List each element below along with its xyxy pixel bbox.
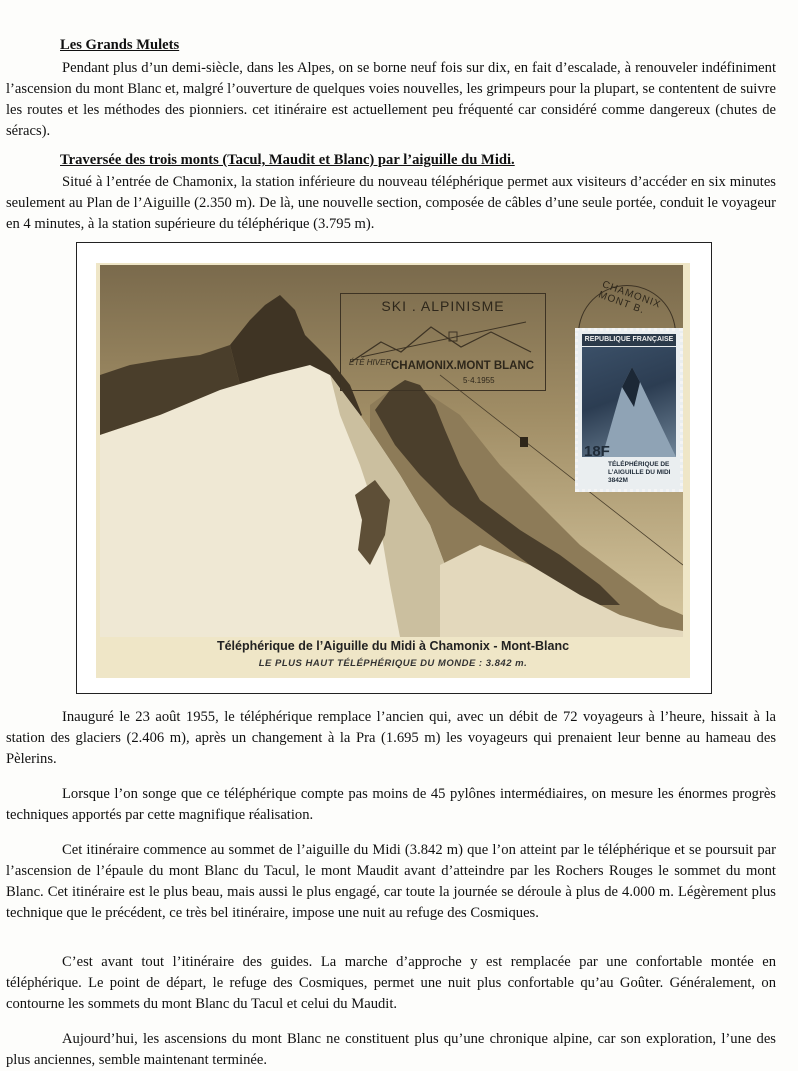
mountain-photo <box>100 265 683 637</box>
stamp-peak-icon <box>582 347 676 457</box>
postmark-dates: 5·4.1955 <box>463 376 495 385</box>
paragraph-traversee: Situé à l’entrée de Chamonix, la station inférieure du nouveau téléphérique permet aux visiteurs d’accéder en six minutes seulement au Plan de l’Aiguille (2.350 m). De là, une nouvelle section, composée de câbles d’une seule portée, conduit le voyageur en 4 minutes, à la station supérieure du téléphérique (3.795 m). <box>6 174 776 232</box>
stamp-caption: TÉLÉPHÉRIQUE DE L’AIGUILLE DU MIDI 3842M <box>608 461 671 484</box>
postmark-town: CHAMONIX.MONT BLANC <box>391 360 535 372</box>
paragraph-guides: C’est avant tout l’itinéraire des guides. La marche d’approche y est remplacée par une confortable montée en téléphérique. Le point de départ, le refuge des Cosmiques, permet une nuit plus confortable qu’au Goûter. Généralement, on contourne les sommets du mont Blanc du Tacul et celui du Maudit. <box>6 954 776 1012</box>
paragraph-aujourdhui: Aujourd’hui, les ascensions du mont Blanc ne constituent plus qu’une chronique alpine, car son exploration, l’une des plus anciennes, semble maintenant terminée. <box>6 1031 776 1068</box>
paragraph-grands-mulets: Pendant plus d’un demi-siècle, dans les Alpes, on se borne neuf fois sur dix, en fait d’escalade, à renouveler indéfiniment l’ascension du mont Blanc et, malgré l’ouverture de quelques voies nouvelles, les grimpeurs pour la plupart, se contentent de suivre les routes et les méthodes des pionniers. cet itinéraire est actuellement peu fréquenté car considéré comme dangereux (chutes de séracs). <box>6 60 776 139</box>
paragraph-inauguration: Inauguré le 23 août 1955, le téléphérique remplace l’ancien qui, avec un débit de 72 voyageurs à l’heure, hissait à la station des glaciers (2.406 m), après un changement à la Pra (1.695 m) les voyageurs qui prenaient leur benne au hameau des Pèlerins. <box>6 709 776 767</box>
section-heading-traversee: Traversée des trois monts (Tacul, Maudit et Blanc) par l’aiguille du Midi. <box>60 152 515 168</box>
postage-stamp <box>575 328 683 492</box>
section-heading-grands-mulets: Les Grands Mulets <box>60 37 180 53</box>
stamp-mountain-image <box>582 347 676 457</box>
paragraph-itineraire: Cet itinéraire commence au sommet de l’aiguille du Midi (3.842 m) que l’on atteint par le téléphérique et se poursuit par l’ascension de l’épaule du mont Blanc du Tacul, le mont Maudit avant d’atteindre par les Rochers Rouges le sommet du mont Blanc. Cet itinéraire est le plus beau, mais aussi le plus engagé, car toute la journée se déroule à plus de 4.000 m. Légèrement plus technique que le précédent, ce très bel itinéraire, impose une nuit au refuge des Cosmiques. <box>6 842 776 921</box>
postmark-top-text: SKI . ALPINISME <box>381 298 505 314</box>
postcard <box>96 263 690 678</box>
stamp-country: REPUBLIQUE FRANÇAISE <box>582 334 676 346</box>
cancellation-text: CHAMONIX MONT B. <box>596 279 663 317</box>
paragraph-pylones: Lorsque l’on songe que ce téléphérique compte pas moins de 45 pylônes intermédiaires, on mesure les énormes progrès techniques apportés par cette magnifique réalisation. <box>6 786 776 823</box>
postcard-subcaption: LE PLUS HAUT TÉLÉPHÉRIQUE DU MONDE : 3.842 m. <box>258 658 528 669</box>
stamp-value: 18F <box>584 443 610 460</box>
postmark-flag <box>340 293 546 391</box>
postcard-caption: Téléphérique de l’Aiguille du Midi à Chamonix - Mont-Blanc <box>216 639 570 653</box>
postmark-season: ÉTÉ HIVER <box>349 358 392 367</box>
